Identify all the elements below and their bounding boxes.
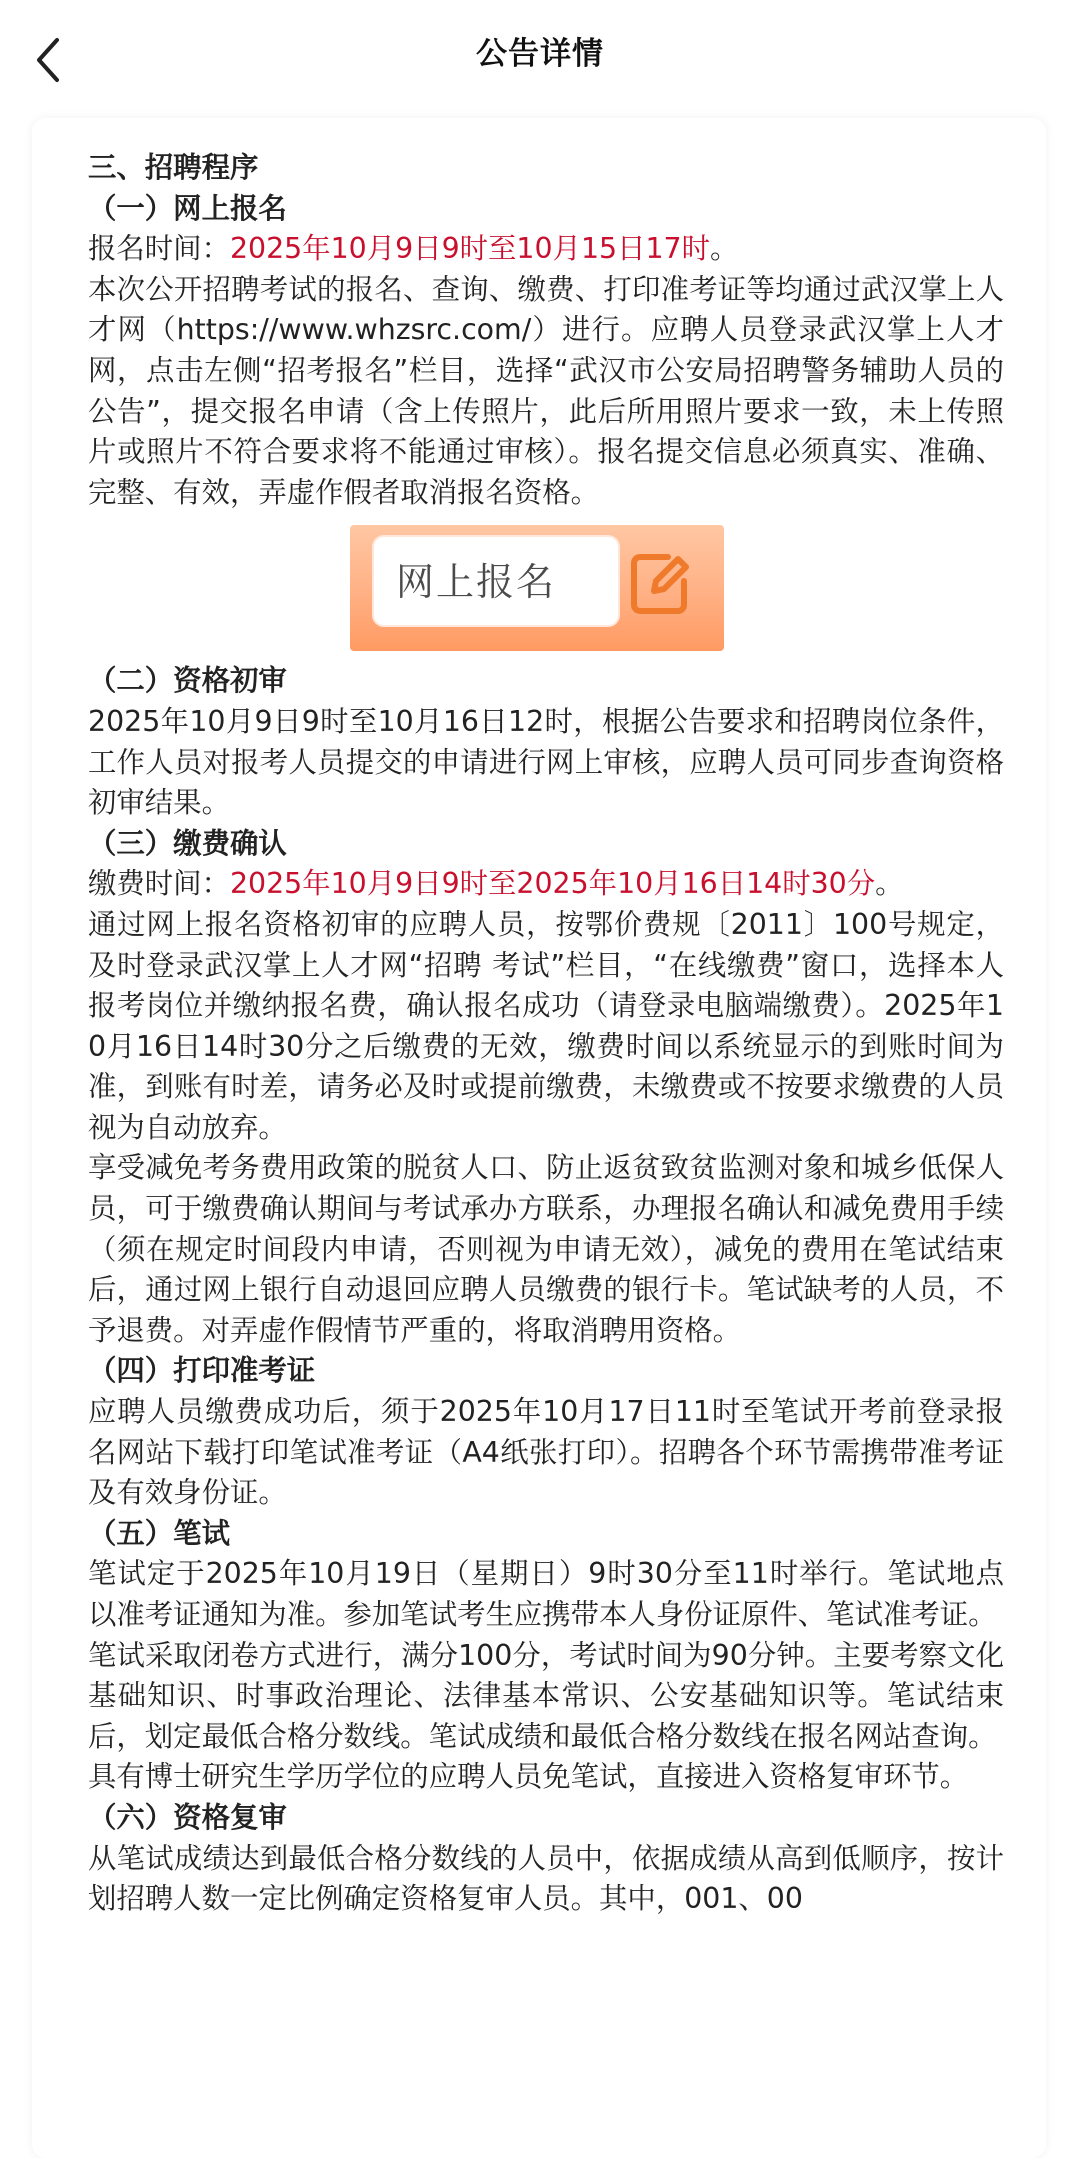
payment-paragraph-2: 享受减免考务费用政策的脱贫人口、防止返贫致贫监测对象和城乡低保人员，可于缴费确认期间与考试承办方联系，办理报名确认和减免费用手续（须在规定时间段内申请，否则视为申请无效），减免的费用在笔试结束后，通过网上银行自动退回应聘人员缴费的银行卡。笔试缺考的人员，不予退费。对弄虚作假情节严重的，将取消聘用资格。: [88, 1151, 1004, 1347]
written-exam-paragraph-1: 笔试定于2025年10月19日（星期日）9时30分至11时举行。笔试地点以准考证通知为准。参加笔试考生应携带本人身份证原件、笔试准考证。: [88, 1557, 1004, 1631]
registration-time-line: [88, 229, 1004, 270]
online-registration-banner[interactable]: [350, 525, 724, 651]
admission-ticket-paragraph: 应聘人员缴费成功后，须于2025年10月17日11时至笔试开考前登录报名网站下载打印笔试准考证（A4纸张打印）。招聘各个环节需携带准考证及有效身份证。: [88, 1395, 1004, 1510]
subsection-preliminary-review-heading: （二）资格初审: [88, 664, 287, 698]
subsection-written-exam-heading: （五）笔试: [88, 1516, 230, 1550]
section-heading: 三、招聘程序: [88, 151, 259, 184]
edit-icon: [628, 547, 694, 617]
preliminary-review-paragraph: 2025年10月9日9时至10月16日12时，根据公告要求和招聘岗位条件，工作人员对报考人员提交的申请进行网上审核，应聘人员可同步查询资格初审结果。: [88, 704, 1004, 820]
subsection-online-registration-heading: （一）网上报名: [88, 191, 287, 225]
payment-time-value: 2025年10月9日9时至2025年10月16日14时30分: [229, 867, 876, 901]
written-exam-paragraph-3: 具有博士研究生学历学位的应聘人员免笔试，直接进入资格复审环节。: [88, 1760, 969, 1794]
top-bar: [0, 0, 1080, 110]
qualification-recheck-paragraph: 从笔试成绩达到最低合格分数线的人员中，依据成绩从高到低顺序，按计划招聘人数一定比例确定资格复审人员。其中，001、00: [88, 1841, 1004, 1916]
payment-time-label: 缴费时间：: [88, 867, 230, 901]
written-exam-paragraph-2: 笔试采取闭卷方式进行，满分100分，考试时间为90分钟。主要考察文化基础知识、时事政治理论、法律基本常识、公安基础知识等。笔试结束后，划定最低合格分数线。笔试成绩和最低合格分数线在报名网站查询。: [88, 1638, 1004, 1753]
banner-row: [88, 525, 1004, 653]
subsection-payment-heading: （三）缴费确认: [88, 826, 287, 860]
payment-time-line: [88, 864, 1004, 905]
registration-time-value: 2025年10月9日9时至10月15日17时: [229, 232, 710, 266]
payment-time-end: 。: [875, 867, 904, 901]
subsection-qualification-recheck-heading: （六）资格复审: [88, 1800, 287, 1834]
registration-time-label: 报名时间：: [88, 232, 230, 266]
registration-paragraph: 本次公开招聘考试的报名、查询、缴费、打印准考证等均通过武汉掌上人才网（https://www.whzsrc.com/）进行。应聘人员登录武汉掌上人才网，点击左侧“招考报名”栏目，选择“武汉市公安局招聘警务辅助人员的公告”，提交报名申请（含上传照片，此后所用照片要求一致，未上传照片或照片不符合要求将不能通过审核）。报名提交信息必须真实、准确、完整、有效，弄虚作假者取消报名资格。: [88, 272, 1004, 509]
subsection-admission-ticket-heading: （四）打印准考证: [88, 1354, 316, 1388]
page-title: 公告详情: [476, 36, 604, 72]
announcement-content: [88, 148, 1004, 1920]
banner-label: 网上报名: [396, 560, 557, 605]
payment-paragraph-1: 通过网上报名资格初审的应聘人员，按鄂价费规〔2011〕100号规定，及时登录武汉掌上人才网“招聘 考试”栏目，“在线缴费”窗口，选择本人报考岗位并缴纳报名费，确认报名成功（请登录电脑端缴费）。2025年10月16日14时30分之后缴费的无效，缴费时间以系统显示的到账时间为准，到账有时差，请务必及时或提前缴费，未缴费或不按要求缴费的人员视为自动放弃。: [88, 907, 1004, 1144]
banner-label-pill: [372, 535, 620, 627]
registration-time-end: 。: [709, 232, 739, 266]
